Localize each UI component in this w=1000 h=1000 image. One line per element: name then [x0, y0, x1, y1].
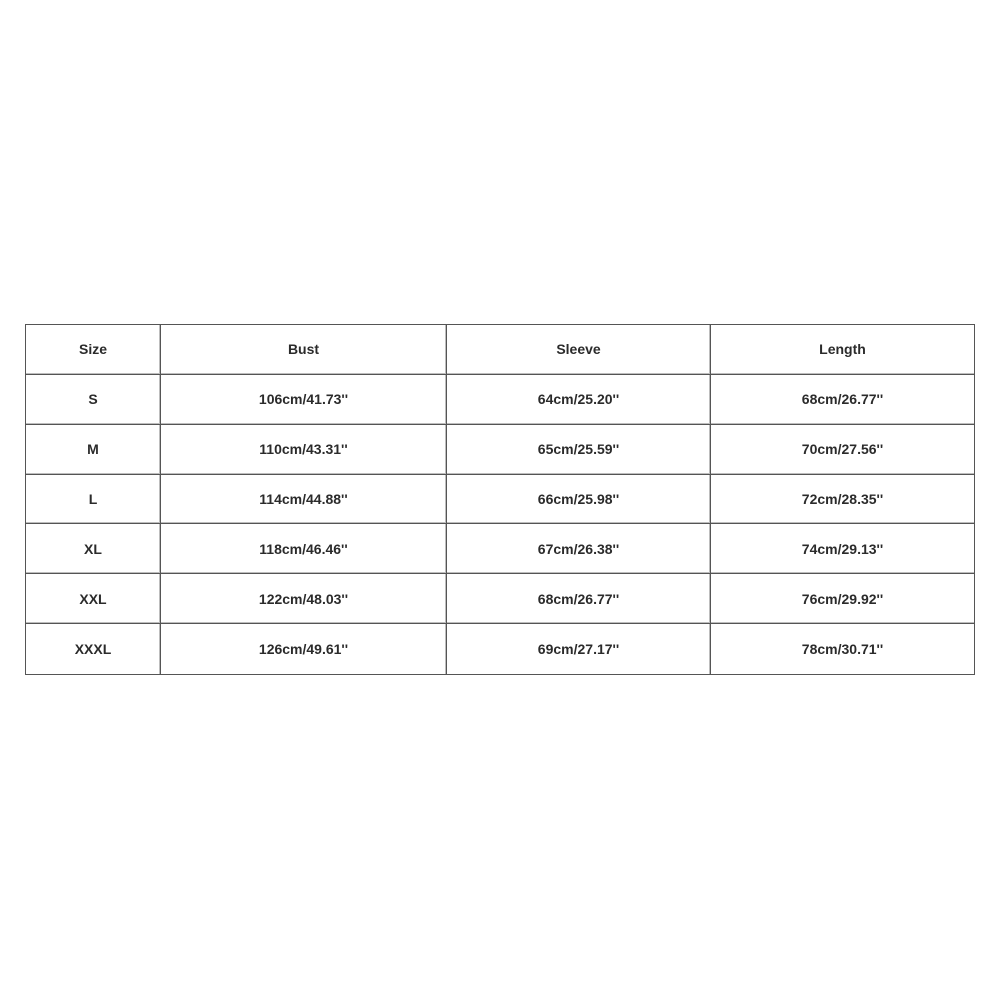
- cell-bust: 114cm/44.88'': [161, 475, 447, 525]
- cell-sleeve: 65cm/25.59'': [447, 425, 711, 475]
- cell-length: 72cm/28.35'': [711, 475, 974, 525]
- cell-size: L: [26, 475, 161, 525]
- cell-sleeve: 64cm/25.20'': [447, 375, 711, 425]
- cell-bust: 126cm/49.61'': [161, 624, 447, 674]
- cell-size: M: [26, 425, 161, 475]
- cell-length: 78cm/30.71'': [801, 641, 884, 658]
- cell-length: 76cm/29.92'': [711, 574, 974, 624]
- cell-bust: 118cm/46.46'': [161, 524, 447, 574]
- cell-sleeve: 66cm/25.98'': [447, 475, 711, 525]
- cell-sleeve: 67cm/26.38'': [447, 524, 711, 574]
- size-chart-table: [25, 324, 975, 675]
- cell-bust: 106cm/41.73'': [161, 375, 447, 425]
- header-bust: Bust: [161, 325, 447, 375]
- cell-sleeve: 68cm/26.77'': [447, 574, 711, 624]
- cell-size: XXXL: [26, 624, 161, 674]
- cell-length: 68cm/26.77'': [711, 375, 974, 425]
- cell-bust: 122cm/48.03'': [161, 574, 447, 624]
- cell-bust: 110cm/43.31'': [161, 425, 447, 475]
- cell-size: XXL: [26, 574, 161, 624]
- cell-size: XL: [26, 524, 161, 574]
- header-sleeve: Sleeve: [447, 325, 711, 375]
- cell-size: S: [26, 375, 161, 425]
- cell-length: 70cm/27.56'': [711, 425, 974, 475]
- header-size: Size: [26, 325, 161, 375]
- header-length: Length: [711, 325, 974, 375]
- cell-length: 74cm/29.13'': [711, 524, 974, 574]
- cell-sleeve: 69cm/27.17'': [447, 624, 711, 674]
